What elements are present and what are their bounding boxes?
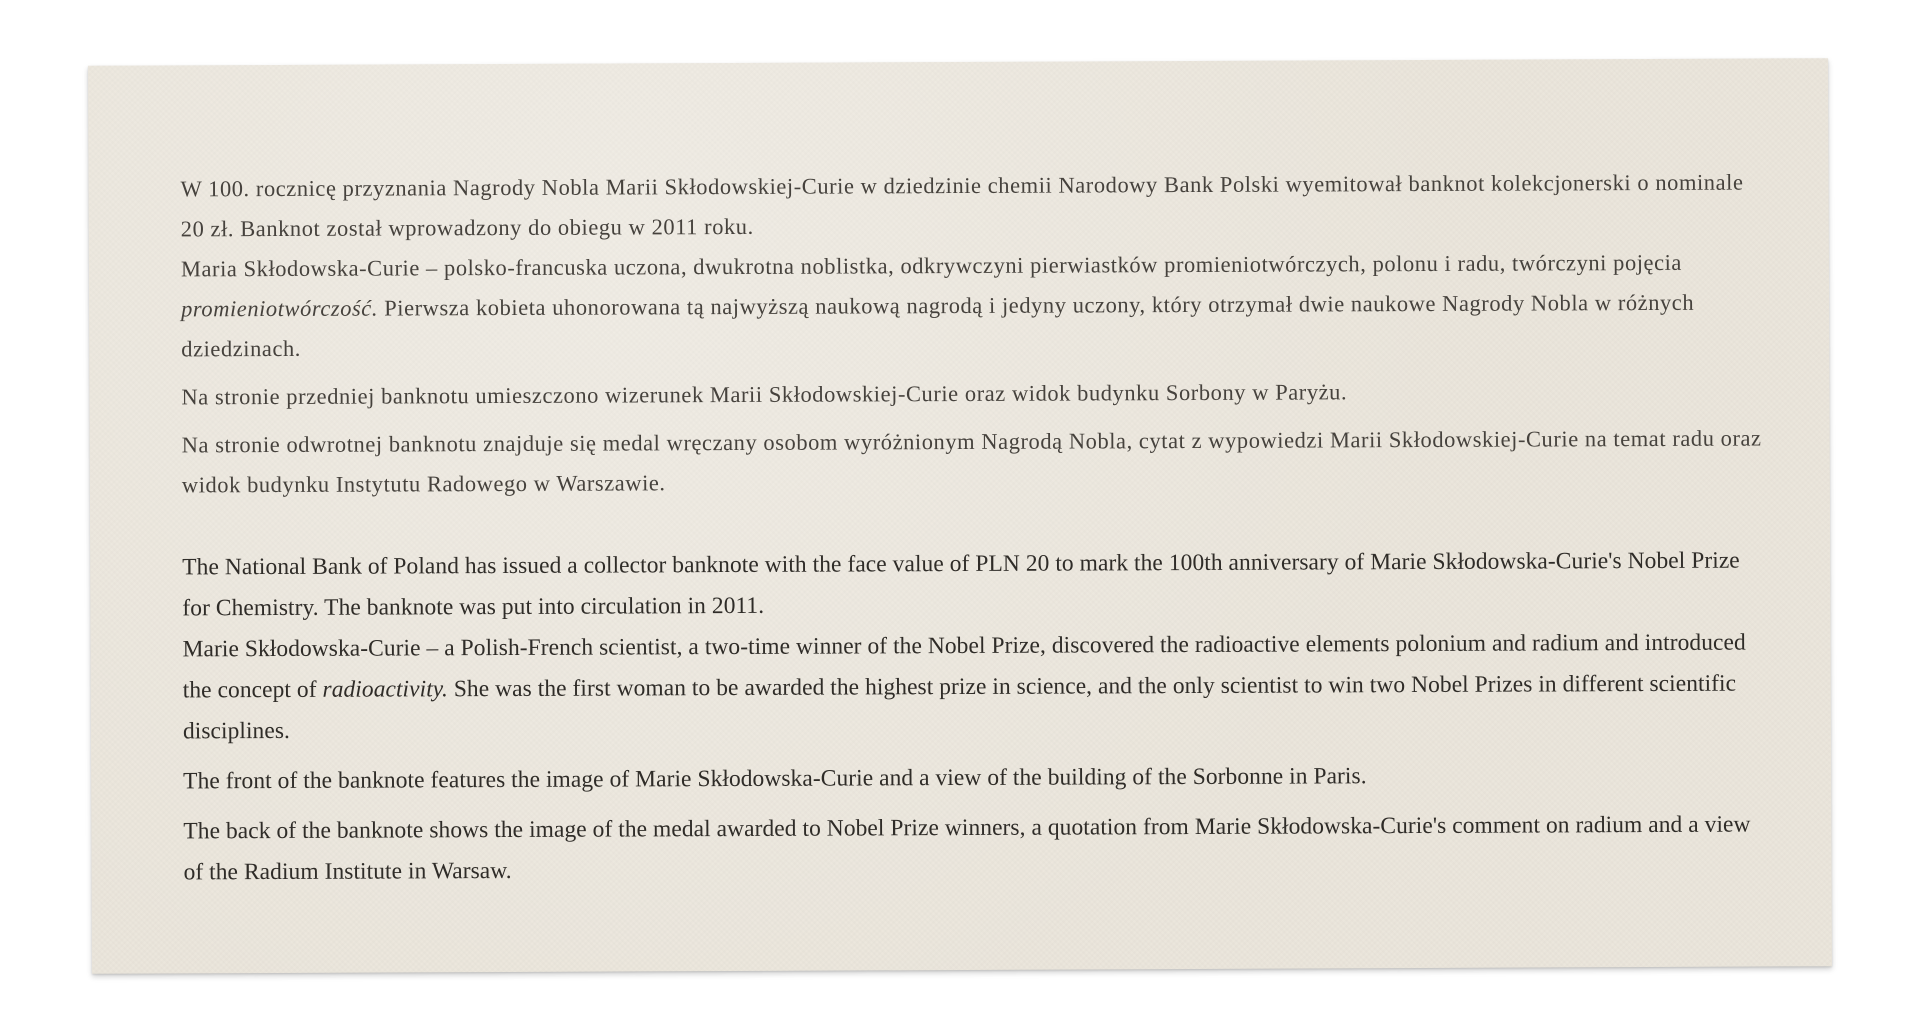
english-paragraph-issue: The National Bank of Poland has issued a collector banknote with the face value of PLN 20 to mark the 100th anniversary of Marie Skłodowska-Curie's Nobel Prize for Chemistry. The banknote was put into circulation in 2011. — [182, 547, 1740, 622]
polish-paragraph-back: Na stronie odwrotnej banknotu znajduje się medal wręczany osobom wyróżnionym Nagrodą Nobla, cytat z wypowiedzi Marii Skłodowskiej-Curie na temat radu oraz widok budynku Instytutu Radowego w Warszawie. — [181, 425, 1762, 498]
polish-biography-text: Maria Skłodowska-Curie – polsko-francuska uczona, dwukrotna noblistka, odkrywczyni pierwiastków promieniotwórczych, polonu i radu, twórczyni pojęcia — [180, 249, 1682, 282]
english-text-section — [182, 540, 1774, 901]
polish-biography-italic-term: promieniotwórczość. — [181, 295, 379, 322]
english-biography-text-end: She was the first woman to be awarded the highest prize in science, and the only scientist to win two Nobel Prizes in different scientific disciplines. — [182, 670, 1737, 745]
polish-text-section — [180, 162, 1771, 513]
english-paragraph-back: The back of the banknote shows the image of the medal awarded to Nobel Prize winners, a quotation from Marie Skłodowska-Curie's comment on radium and a view of the Radium Institute in Warsaw. — [183, 811, 1751, 886]
polish-biography-text-end: Pierwsza kobieta uhonorowana tą najwyższą naukową nagrodą i jedyny uczony, który otrzymał dwie naukowe Nagrody Nobla w różnych dziedzinach. — [181, 289, 1695, 362]
english-biography-italic-term: radioactivity. — [322, 676, 448, 703]
polish-paragraph-issue: W 100. rocznicę przyznania Nagrody Nobla Marii Skłodowskiej-Curie w dziedzinie chemii Narodowy Bank Polski wyemitował banknot kolekcjonerski o nominale 20 zł. Banknot został wprowadzony do obiegu w 2011 roku. — [180, 169, 1744, 242]
info-card — [88, 58, 1832, 974]
polish-paragraph-biography — [181, 242, 1772, 369]
polish-paragraph-front: Na stronie przedniej banknotu umieszczono wizerunek Marii Skłodowskiej-Curie oraz widok budynku Sorbony w Paryżu. — [181, 379, 1348, 410]
english-paragraph-biography — [182, 622, 1773, 752]
english-biography-text: Marie Skłodowska-Curie – a Polish-French scientist, a two-time winner of the Nobel Prize, discovered the radioactive elements polonium and radium and introduced the concept of — [182, 629, 1746, 704]
english-paragraph-front: The front of the banknote features the image of Marie Skłodowska-Curie and a view of the building of the Sorbonne in Paris. — [183, 763, 1367, 795]
